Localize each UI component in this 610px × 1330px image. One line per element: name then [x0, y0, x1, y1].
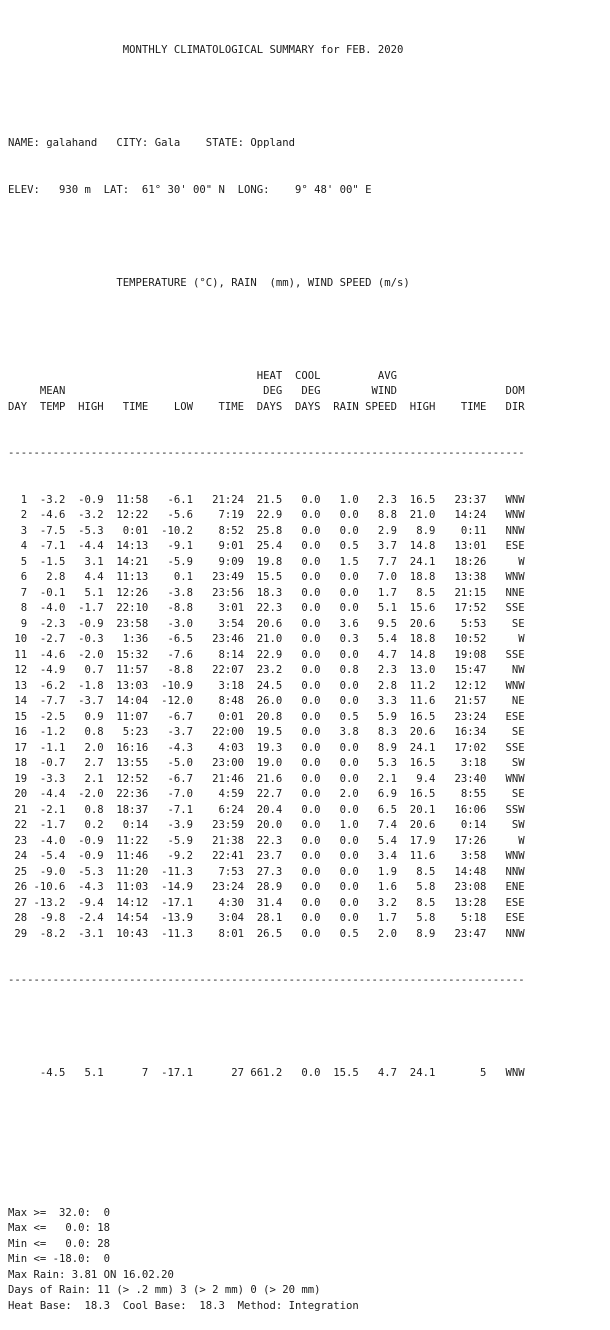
table-row: 27 -13.2 -9.4 14:12 -17.1 4:30 31.4 0.0 0.0 3.2 8.5 13:28 ESE [8, 896, 525, 909]
summary-block [8, 1206, 610, 1315]
summary-line: Max <= 0.0: 18 [8, 1222, 111, 1234]
totals-separator: --------------------------------------------------------------------------------- [8, 974, 525, 986]
table-row: 9 -2.3 -0.9 23:58 -3.0 3:54 20.6 0.0 3.6 9.5 20.6 5:53 SE [8, 617, 525, 630]
blank-line [8, 322, 610, 338]
table-row: 22 -1.7 0.2 0:14 -3.9 23:59 20.0 0.0 1.0 7.4 20.6 0:14 SW [8, 819, 525, 831]
table-row: 1 -3.2 -0.9 11:58 -6.1 21:24 21.5 0.0 1.0 2.3 16.5 23:37 WNW [8, 493, 525, 506]
table-row: 8 -4.0 -1.7 22:10 -8.8 3:01 22.3 0.0 0.0 5.1 15.6 17:52 SSE [8, 602, 525, 614]
table-row: 29 -8.2 -3.1 10:43 -11.3 8:01 26.5 0.0 0.5 2.0 8.9 23:47 NNW [8, 927, 525, 940]
blank-line [8, 229, 610, 245]
summary-line: Days of Rain: 11 (> .2 mm) 3 (> 2 mm) 0 (> 20 mm) [8, 1284, 321, 1296]
table-row: 17 -1.1 2.0 16:16 -4.3 4:03 19.3 0.0 0.0 8.9 24.1 17:02 SSE [8, 741, 525, 754]
table-row: 23 -4.0 -0.9 11:22 -5.9 21:38 22.3 0.0 0.0 5.4 17.9 17:26 W [8, 834, 525, 847]
table-body [8, 493, 610, 943]
table-row: 4 -7.1 -4.4 14:13 -9.1 9:01 25.4 0.0 0.5 3.7 14.8 13:01 ESE [8, 540, 525, 552]
header-separator: --------------------------------------------------------------------------------- [8, 447, 525, 459]
table-header-row: HEAT COOL AVG [8, 369, 525, 382]
table-row: 12 -4.9 0.7 11:57 -8.8 22:07 23.2 0.0 0.8 2.3 13.0 15:47 NW [8, 664, 525, 676]
summary-line: Min <= -18.0: 0 [8, 1253, 111, 1265]
blank-line [8, 1159, 610, 1175]
table-row: 24 -5.4 -0.9 11:46 -9.2 22:41 23.7 0.0 0.0 3.4 11.6 3:58 WNW [8, 850, 525, 862]
summary-line: Min <= 0.0: 28 [8, 1237, 111, 1250]
table-row: 16 -1.2 0.8 5:23 -3.7 22:00 19.5 0.0 3.8 8.3 20.6 16:34 SE [8, 726, 525, 738]
blank-line [8, 1020, 610, 1036]
table-row: 10 -2.7 -0.3 1:36 -6.5 23:46 21.0 0.0 0.3 5.4 18.8 10:52 W [8, 633, 525, 645]
station-name-line: NAME: galahand CITY: Gala STATE: Oppland [8, 137, 296, 149]
table-row: 15 -2.5 0.9 11:07 -6.7 0:01 20.8 0.0 0.5 5.9 16.5 23:24 ESE [8, 710, 525, 723]
table-row: 3 -7.5 -5.3 0:01 -10.2 8:52 25.8 0.0 0.0 2.9 8.9 0:11 NNW [8, 524, 525, 537]
table-row: 2 -4.6 -3.2 12:22 -5.6 7:19 22.9 0.0 0.0 8.8 21.0 14:24 WNW [8, 509, 525, 521]
table-row: 26 -10.6 -4.3 11:03 -14.9 23:24 28.9 0.0 0.0 1.6 5.8 23:08 ENE [8, 881, 525, 893]
summary-line: Max Rain: 3.81 ON 16.02.20 [8, 1268, 174, 1281]
table-row: 13 -6.2 -1.8 13:03 -10.9 3:18 24.5 0.0 0.0 2.8 11.2 12:12 WNW [8, 679, 525, 692]
table-header-row: MEAN DEG DEG WIND DOM [8, 385, 525, 397]
table-row: 7 -0.1 5.1 12:26 -3.8 23:56 18.3 0.0 0.0 1.7 8.5 21:15 NNE [8, 586, 525, 599]
table-row: 20 -4.4 -2.0 22:36 -7.0 4:59 22.7 0.0 2.0 6.9 16.5 8:55 SE [8, 788, 525, 800]
table-row: 21 -2.1 0.8 18:37 -7.1 6:24 20.4 0.0 0.0 6.5 20.1 16:06 SSW [8, 803, 525, 816]
blank-line [8, 90, 610, 106]
table-row: 11 -4.6 -2.0 15:32 -7.6 8:14 22.9 0.0 0.0 4.7 14.8 19:08 SSE [8, 648, 525, 661]
totals-row: -4.5 5.1 7 -17.1 27 661.2 0.0 15.5 4.7 24.1 5 WNW [8, 1067, 525, 1079]
summary-line: Heat Base: 18.3 Cool Base: 18.3 Method: Integration [8, 1299, 359, 1312]
table-header-row: DAY TEMP HIGH TIME LOW TIME DAYS DAYS RAIN SPEED HIGH TIME DIR [8, 400, 525, 413]
station-location-line: ELEV: 930 m LAT: 61° 30' 00" N LONG: 9° 48' 00" E [8, 183, 372, 196]
table-row: 18 -0.7 2.7 13:55 -5.0 23:00 19.0 0.0 0.0 5.3 16.5 3:18 SW [8, 757, 525, 769]
table-row: 6 2.8 4.4 11:13 0.1 23:49 15.5 0.0 0.0 7.0 18.8 13:38 WNW [8, 571, 525, 583]
table-row: 19 -3.3 2.1 12:52 -6.7 21:46 21.6 0.0 0.0 2.1 9.4 23:40 WNW [8, 772, 525, 785]
table-row: 28 -9.8 -2.4 14:54 -13.9 3:04 28.1 0.0 0.0 1.7 5.8 5:18 ESE [8, 912, 525, 924]
table-row: 5 -1.5 3.1 14:21 -5.9 9:09 19.8 0.0 1.5 7.7 24.1 18:26 W [8, 555, 525, 568]
blank-line [8, 1113, 610, 1129]
units-heading: TEMPERATURE (°C), RAIN (mm), WIND SPEED (m/s) [8, 276, 410, 289]
summary-line: Max >= 32.0: 0 [8, 1206, 111, 1219]
table-row: 14 -7.7 -3.7 14:04 -12.0 8:48 26.0 0.0 0.0 3.3 11.6 21:57 NE [8, 695, 525, 707]
table-row: 25 -9.0 -5.3 11:20 -11.3 7:53 27.3 0.0 0.0 1.9 8.5 14:48 NNW [8, 865, 525, 878]
report-title: MONTHLY CLIMATOLOGICAL SUMMARY for FEB. 2020 [8, 44, 404, 56]
table-header [8, 369, 610, 416]
